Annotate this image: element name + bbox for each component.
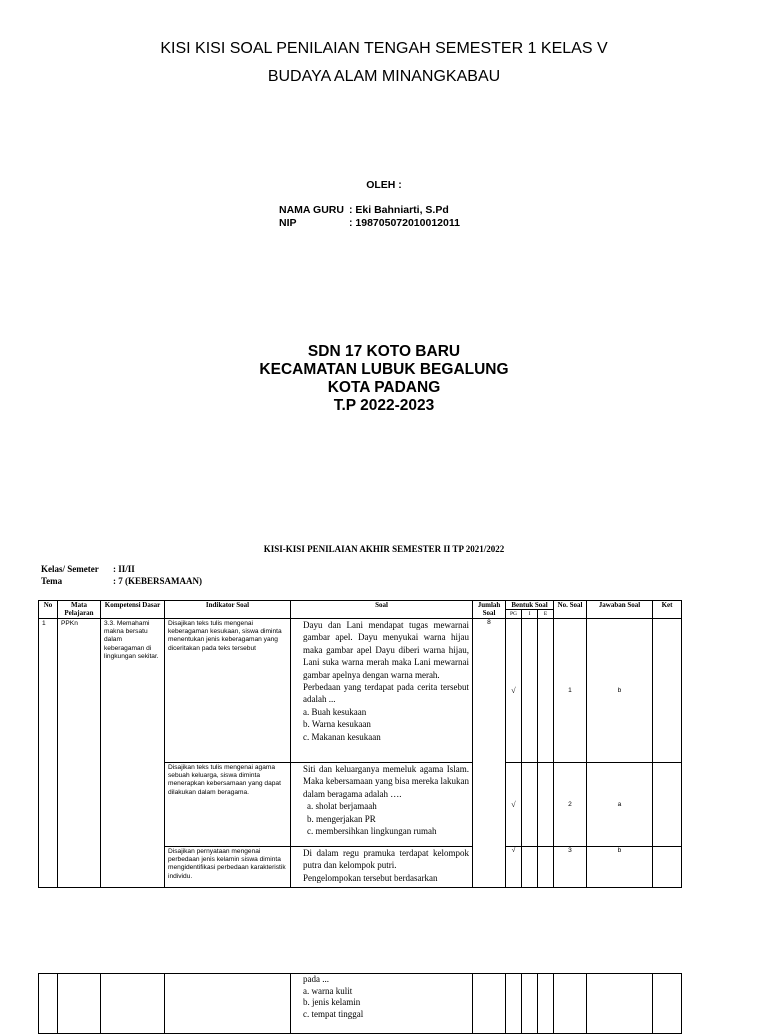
header-bentuk: Bentuk Soal — [506, 601, 554, 610]
soal-option: c. Makanan kesukaan — [303, 731, 381, 742]
table-row — [39, 619, 682, 763]
kelas-label: Kelas/ Semeter — [41, 564, 99, 574]
indikator-cell: Disajikan teks tulis mengenai agama sebuah keluarga, siswa diminta menerapkan kebersamaan yang dapat dilakukan dalam beragama. — [165, 763, 291, 847]
no-soal-cell: 3 — [554, 847, 587, 888]
row-jumlah: 8 — [473, 619, 506, 888]
header-i: I — [522, 610, 538, 619]
pg-check: √ — [506, 847, 522, 888]
soal-option: c. membersihkan lingkungan rumah — [307, 826, 437, 837]
empty-cell — [165, 974, 291, 1034]
tema-row — [41, 575, 202, 587]
empty-cell — [473, 974, 506, 1034]
indikator-cell: Disajikan teks tulis mengenai keberagaman kesukaan, siswa diminta menentukan jenis keberagaman yang diceritakan pada teks tersebut — [165, 619, 291, 763]
i-cell — [522, 619, 538, 763]
doc-title-line2: BUDAYA ALAM MINANGKABAU — [267, 68, 501, 85]
jawaban-cell: b — [587, 847, 653, 888]
tema-value: : 7 (KEBERSAMAAN) — [113, 576, 202, 586]
header-indikator: Indikator Soal — [165, 601, 291, 619]
row-mapel: PPKn — [58, 619, 101, 888]
header-ket: Ket — [653, 601, 682, 619]
kelas-row — [41, 563, 202, 575]
empty-cell — [39, 974, 58, 1034]
teacher-value: : Eki Bahniarti, S.Pd — [349, 204, 449, 216]
jawaban-cell: a — [587, 763, 653, 847]
soal-question: Perbedaan yang terdapat pada cerita tersebut adalah ... — [303, 682, 469, 705]
soal-cell — [291, 763, 473, 847]
soal-cell — [291, 619, 473, 763]
empty-cell — [58, 974, 101, 1034]
soal-stem: Dayu dan Lani mendapat tugas mewarnai gambar apel. Dayu menyukai warna hijau maka gambar apel Dayu diberi warna hijau, Lani suka warna merah maka Lani mewarnai gambar apelnya dengan warna merah. — [303, 620, 469, 680]
table-row — [39, 974, 682, 1034]
nip-row — [279, 217, 460, 230]
empty-cell — [506, 974, 522, 1034]
pg-check: √ — [506, 619, 522, 763]
header-nosoal: No. Soal — [554, 601, 587, 619]
meta-block — [41, 563, 202, 587]
continuation-table — [38, 973, 682, 1034]
soal-cell — [291, 974, 473, 1034]
oleh-label: OLEH : — [366, 179, 402, 191]
teacher-row — [279, 204, 460, 217]
header-pg: PG — [506, 610, 522, 619]
nip-value: : 198705072010012011 — [349, 217, 460, 229]
soal-option: a. warna kulit — [303, 985, 353, 996]
header-kd: Kompetensi Dasar — [101, 601, 165, 619]
soal-option: c. tempat tinggal — [303, 1008, 364, 1019]
empty-cell — [587, 974, 653, 1034]
empty-cell — [522, 974, 538, 1034]
school-name: SDN 17 KOTO BARU — [307, 343, 461, 360]
indikator-cell: Disajikan pernyataan mengenai perbedaan jenis kelamin siswa diminta mengidentifikasi perbedaan karakteristik individu. — [165, 847, 291, 888]
empty-cell — [554, 974, 587, 1034]
school-kota: KOTA PADANG — [327, 379, 441, 396]
soal-option: b. Warna kesukaan — [303, 719, 371, 730]
header-jumlah: Jumlah Soal — [473, 601, 506, 619]
row-no: 1 — [39, 619, 58, 888]
e-cell — [538, 847, 554, 888]
soal-option: b. mengerjakan PR — [307, 813, 376, 824]
school-block — [0, 343, 768, 415]
teacher-label: NAMA GURU — [279, 204, 344, 216]
soal-option: a. Buah kesukaan — [303, 706, 367, 717]
header-soal: Soal — [291, 601, 473, 619]
row-kd: 3.3. Memahami makna bersatu dalam keberagaman di lingkungan sekitar. — [101, 619, 165, 888]
header-no: No — [39, 601, 58, 619]
soal-continuation: pada ... — [303, 974, 329, 984]
jawaban-cell: b — [587, 619, 653, 763]
doc-title-line1: KISI KISI SOAL PENILAIAN TENGAH SEMESTER 1 KELAS V — [160, 40, 608, 57]
i-cell — [522, 763, 538, 847]
empty-cell — [538, 974, 554, 1034]
soal-question: Pengelompokan tersebut berdasarkan — [303, 872, 438, 883]
pg-check: √ — [506, 763, 522, 847]
empty-cell — [101, 974, 165, 1034]
teacher-block — [279, 204, 460, 230]
soal-option: a. sholat berjamaah — [307, 801, 377, 812]
ket-cell — [653, 847, 682, 888]
e-cell — [538, 619, 554, 763]
header-e: E — [538, 610, 554, 619]
soal-cell — [291, 847, 473, 888]
nip-label: NIP — [279, 217, 297, 229]
kelas-value: : II/II — [113, 564, 135, 574]
empty-cell — [653, 974, 682, 1034]
school-kecamatan: KECAMATAN LUBUK BEGALUNG — [259, 361, 509, 378]
soal-stem: Siti dan keluarganya memeluk agama Islam. Maka kebersamaan yang bisa mereka lakukan dalam beragama adalah …. — [303, 764, 469, 799]
no-soal-cell: 1 — [554, 619, 587, 763]
soal-option: b. jenis kelamin — [303, 997, 361, 1007]
header-row — [39, 601, 682, 610]
school-year: T.P 2022-2023 — [333, 397, 435, 414]
ket-cell — [653, 619, 682, 763]
kisi-kisi-table — [38, 600, 682, 888]
soal-stem: Di dalam regu pramuka terdapat kelompok putra dan kelompok putri. — [303, 848, 469, 871]
table-title: KISI-KISI PENILAIAN AKHIR SEMESTER II TP 2021/2022 — [263, 544, 505, 554]
e-cell — [538, 763, 554, 847]
no-soal-cell: 2 — [554, 763, 587, 847]
ket-cell — [653, 763, 682, 847]
tema-label: Tema — [41, 576, 63, 586]
i-cell — [522, 847, 538, 888]
header-mapel: Mata Pelajaran — [58, 601, 101, 619]
header-jawaban: Jawaban Soal — [587, 601, 653, 619]
